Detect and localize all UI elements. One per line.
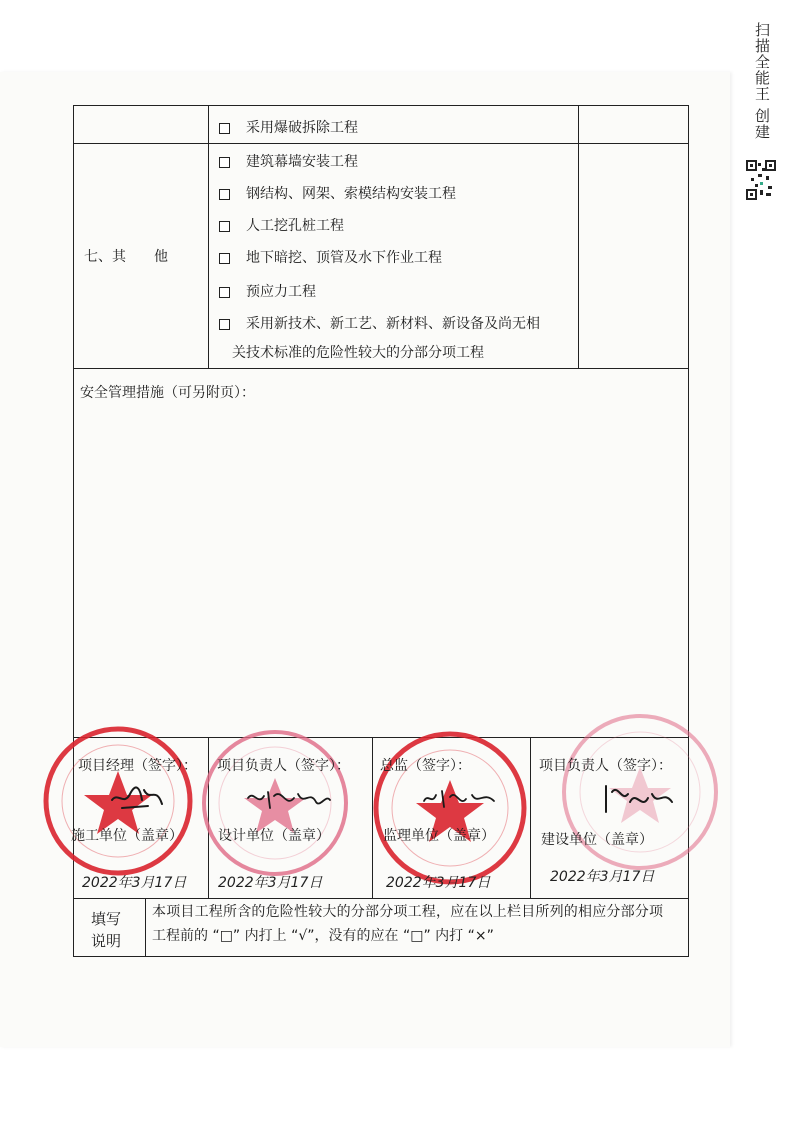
checkbox-label: 建筑幕墙安装工程 [246,154,358,170]
signer-role-label: 项目负责人（签字）： [539,758,672,774]
checkbox-label: 采用新技术、新工艺、新材料、新设备及尚无相 [246,316,540,332]
row-divider [73,368,689,369]
sign-date: 2022年3月17日 [386,875,491,891]
checkbox-label-continued: 关技术标准的危险性较大的分部分项工程 [232,345,484,361]
unit-stamp-label: 设计单位（盖章） [218,828,330,844]
checkbox[interactable] [219,189,230,200]
handwritten-signature [108,782,170,816]
notes-label: 说明 [91,932,122,950]
notes-text: 本项目工程所含的危险性较大的分部分项工程，应在以上栏目所列的相应分部分项 [152,904,664,920]
checkbox[interactable] [219,287,230,298]
checkbox[interactable] [219,157,230,168]
checkbox[interactable] [219,319,230,330]
handwritten-signature [420,785,500,813]
col-divider [578,105,579,368]
section-label: 七、其 他 [84,249,168,265]
checkbox[interactable] [219,221,230,232]
notes-label: 填写 [91,910,122,928]
checkbox-label: 地下暗挖、顶管及水下作业工程 [246,250,442,266]
col-divider [145,898,146,957]
col-divider [208,105,209,368]
watermark-text: 扫描全能王 创建 [753,22,771,140]
sign-date: 2022年3月17日 [550,869,655,885]
signer-role-label: 项目经理（签字）： [78,758,197,774]
sign-date: 2022年3月17日 [218,875,323,891]
checkbox-label: 采用爆破拆除工程 [246,120,358,136]
checkbox-label: 钢结构、网架、索模结构安装工程 [246,186,456,202]
unit-stamp-label: 监理单位（盖章） [383,828,495,844]
signer-role-label: 项目负责人（签字）： [217,758,350,774]
unit-stamp-label: 施工单位（盖章） [71,828,183,844]
sign-date: 2022年3月17日 [82,875,187,891]
handwritten-signature [244,784,334,814]
notes-text: 工程前的 “□” 内打上 “√”，没有的应在 “□” 内打 “×” [152,928,494,944]
signer-role-label: 总监（签字）： [380,758,471,774]
checkbox[interactable] [219,123,230,134]
handwritten-signature [600,782,676,816]
qr-code-icon [746,160,776,200]
checkbox[interactable] [219,253,230,264]
checkbox-label: 预应力工程 [246,284,316,300]
row-divider [73,143,689,144]
unit-stamp-label: 建设单位（盖章） [541,832,653,848]
measures-label: 安全管理措施（可另附页）： [80,385,255,401]
checkbox-label: 人工挖孔桩工程 [246,218,344,234]
row-divider [73,898,689,899]
col-divider [530,737,531,898]
